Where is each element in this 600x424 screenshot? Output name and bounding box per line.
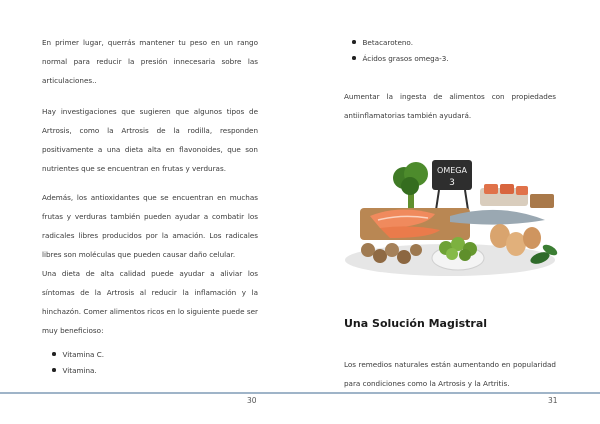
- section-heading: Una Solución Magistral: [344, 317, 488, 330]
- left-paragraph-4: Una dieta de alta calidad puede ayudar a aliviar los síntomas de la Artrosis al reducir la inflamación y la hinchazón. Comer alimentos ricos en lo siguiente puede ser muy beneficioso:: [42, 269, 258, 335]
- omega-sign: [432, 160, 472, 210]
- bullet-icon: [52, 368, 56, 372]
- right-paragraph-2: Los remedios naturales están aumentando en popularidad para condiciones como la Artrosis y la Artritis.: [344, 360, 556, 388]
- bullet-icon: [52, 352, 56, 356]
- fish-slices: [480, 184, 554, 208]
- right-page: [300, 0, 600, 424]
- omega-sign-number: 3: [449, 178, 455, 188]
- left-bullet-1: Vitamina C.: [52, 350, 104, 360]
- bullet-icon: [352, 56, 356, 60]
- footer-rule: [0, 392, 600, 394]
- left-paragraph-3: Además, los antioxidantes que se encuentran en muchas frutas y verduras también pueden ayudar a combatir los radicales libres producidos por la amación. Los radicales libres son moléculas que pueden causar daño celular.: [42, 193, 258, 259]
- broccoli: [393, 162, 428, 208]
- right-paragraph-1: Aumentar la ingesta de alimentos con propiedades antiinflamatorias también ayudará.: [344, 92, 556, 120]
- page-number-left: 30: [247, 396, 257, 405]
- right-bullet-2: Ácidos grasos omega-3.: [352, 54, 449, 64]
- food-photo: [340, 150, 560, 278]
- left-paragraph-1: En primer lugar, querrás mantener tu peso en un rango normal para reducir la presión innecesaria sobre las articulaciones..: [42, 38, 258, 85]
- omega-sign-text: OMEGA: [437, 166, 467, 175]
- right-bullet-1: Betacaroteno.: [352, 38, 413, 48]
- bullet-icon: [352, 40, 356, 44]
- left-bullet-2: Vitamina.: [52, 366, 97, 376]
- left-paragraph-2: Hay investigaciones que sugieren que algunos tipos de Artrosis, como la Artrosis de la rodilla, responden positivamente a una dieta alta en flavonoides, que son nutrientes que se encuentran en frutas y verduras.: [42, 107, 258, 173]
- page-number-right: 31: [548, 396, 558, 405]
- brussels-sprouts-bowl: [432, 237, 484, 270]
